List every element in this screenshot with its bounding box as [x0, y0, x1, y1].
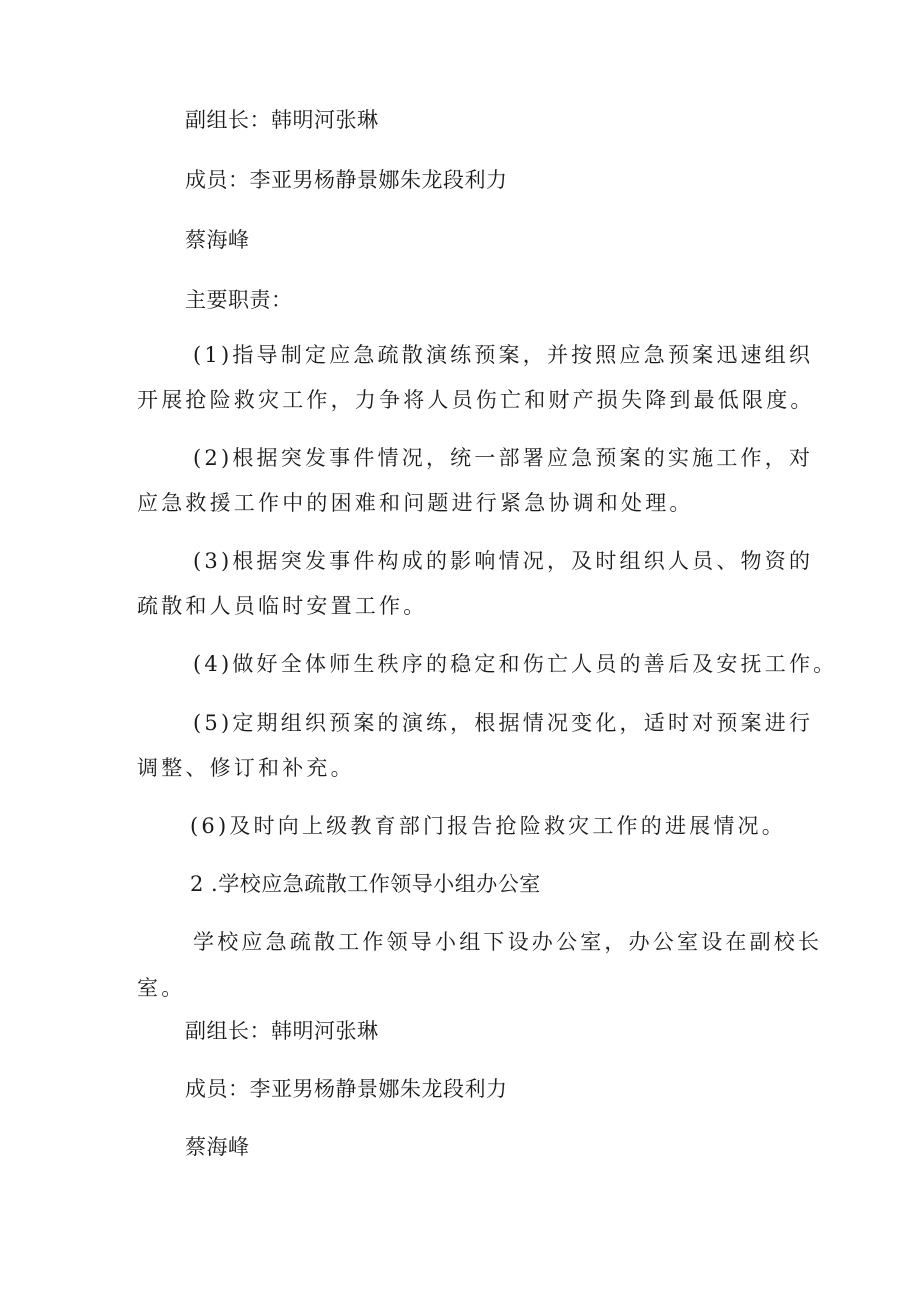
duty-2-line-2: 应急救援工作中的困难和问题进行紧急协调和处理。 [137, 491, 694, 515]
office-paragraph-line-1: 学校应急疏散工作领导小组下设办公室，办公室设在副校长 [193, 930, 823, 954]
duty-2-line-1: (2)根据突发事件情况，统一部署应急预案的实施工作，对 [193, 446, 814, 470]
duty-5-line-2: 调整、修订和补充。 [137, 756, 355, 780]
duty-5-line-1: (5)定期组织预案的演练，根据情况变化，适时对预案进行 [193, 711, 814, 735]
duty-1-line-1: (1)指导制定应急疏散演练预案，并按照应急预案迅速组织 [193, 343, 814, 367]
deputy-leader-line: 副组长：韩明河张琳 [185, 108, 379, 132]
members-line: 成员：李亚男杨静景娜朱龙段利力 [185, 168, 508, 192]
members-continued-line: 蔡海峰 [185, 228, 250, 252]
office-members-line: 成员：李亚男杨静景娜朱龙段利力 [185, 1077, 508, 1101]
duty-3-line-1: (3)根据突发事件构成的影响情况，及时组织人员、物资的 [193, 549, 814, 573]
duty-4-line: (4)做好全体师生秩序的稳定和伤亡人员的善后及安抚工作。 [193, 652, 838, 676]
duty-6-line: (6)及时向上级教育部门报告抢险救灾工作的进展情况。 [190, 814, 786, 838]
section-2-heading: 2 .学校应急疏散工作领导小组办公室 [190, 872, 541, 896]
office-paragraph-line-2: 室。 [137, 976, 186, 1000]
main-duties-heading: 主要职责： [185, 288, 293, 312]
duty-3-line-2: 疏散和人员临时安置工作。 [137, 594, 428, 618]
office-deputy-leader-line: 副组长：韩明河张琳 [185, 1019, 379, 1043]
duty-1-line-2: 开展抢险救灾工作，力争将人员伤亡和财产损失降到最低限度。 [137, 388, 815, 412]
office-members-continued-line: 蔡海峰 [185, 1135, 250, 1159]
